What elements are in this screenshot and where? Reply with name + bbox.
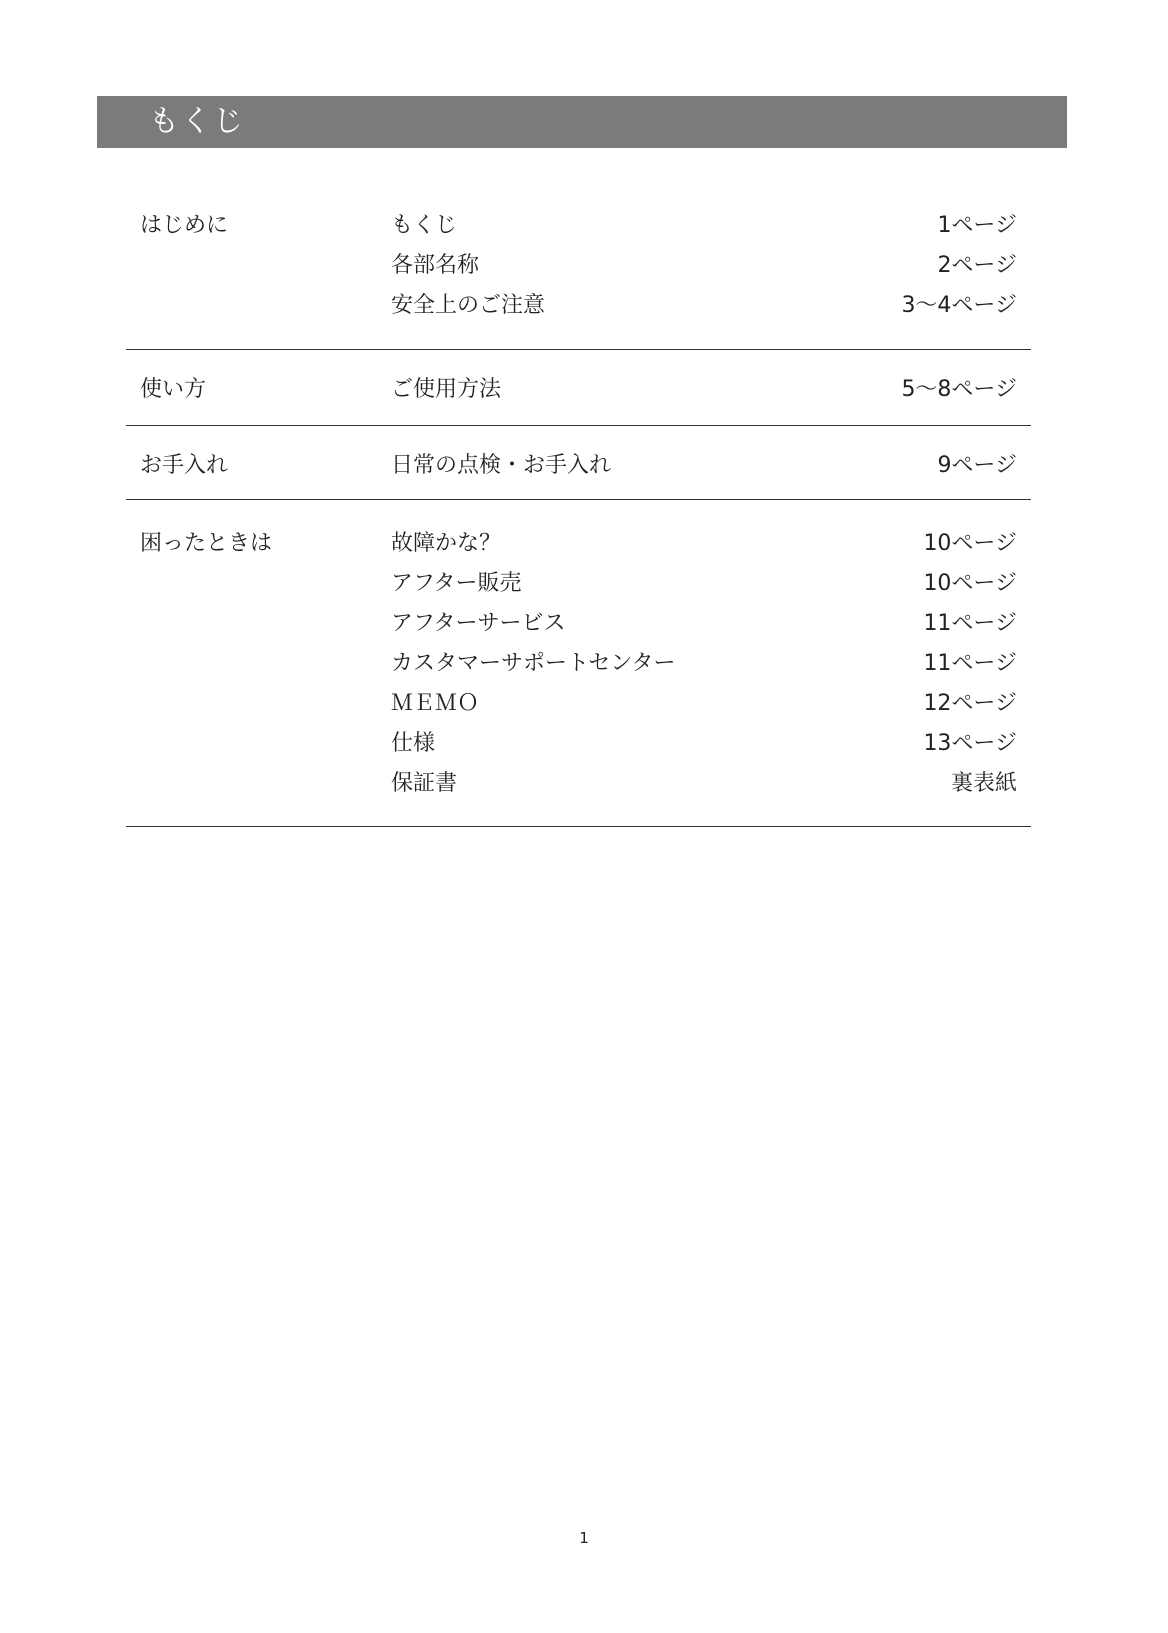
page-number: 1: [579, 1529, 589, 1547]
section-entries: [391, 370, 1031, 410]
toc-entry[interactable]: [391, 604, 1031, 644]
section-entries: [391, 206, 1031, 326]
entry-title: 故障かな？: [391, 531, 502, 556]
section-entries: [391, 524, 1031, 804]
entry-page: 1ページ: [937, 213, 1017, 238]
toc-section-maintenance: [126, 426, 1031, 500]
entry-title: 日常の点検・お手入れ: [391, 453, 612, 478]
entry-title: ＭＥＭＯ: [391, 691, 480, 716]
toc-entry[interactable]: [391, 724, 1031, 764]
page-title-bar: [97, 96, 1067, 148]
toc-section-troubleshooting: [126, 500, 1031, 827]
toc-entry[interactable]: [391, 764, 1031, 804]
entry-title: ご使用方法: [391, 377, 502, 402]
toc-section-usage: [126, 350, 1031, 426]
toc-entry[interactable]: [391, 206, 1031, 246]
toc-entry[interactable]: [391, 246, 1031, 286]
toc-entry[interactable]: [391, 644, 1031, 684]
entry-page: 2ページ: [937, 253, 1017, 278]
entry-title: 仕様: [391, 731, 436, 756]
page-title: もくじ: [149, 104, 245, 139]
entry-page: 9ページ: [937, 453, 1017, 478]
entry-page: 裏表紙: [950, 771, 1017, 796]
entry-title: もくじ: [391, 213, 458, 238]
entry-page: 10ページ: [923, 531, 1017, 556]
toc-entry[interactable]: [391, 286, 1031, 326]
section-entries: [391, 446, 1031, 486]
entry-page: 11ページ: [923, 611, 1017, 636]
entry-title: カスタマーサポートセンター: [391, 651, 676, 676]
toc-entry[interactable]: [391, 684, 1031, 724]
toc-section-introduction: [126, 196, 1031, 350]
section-name: 使い方: [140, 377, 207, 402]
table-of-contents: [126, 196, 1031, 827]
section-name: お手入れ: [140, 453, 229, 478]
entry-page: 10ページ: [923, 571, 1017, 596]
entry-title: 各部名称: [391, 253, 480, 278]
entry-title: アフターサービス: [391, 611, 566, 636]
entry-title: 保証書: [391, 771, 458, 796]
entry-page: 3〜4ページ: [901, 293, 1017, 318]
toc-entry[interactable]: [391, 564, 1031, 604]
toc-entry[interactable]: [391, 446, 1031, 486]
section-name: はじめに: [140, 213, 229, 238]
section-name: 困ったときは: [140, 531, 273, 556]
entry-page: 5〜8ページ: [901, 377, 1017, 402]
entry-title: アフター販売: [391, 571, 522, 596]
entry-page: 12ページ: [923, 691, 1017, 716]
toc-entry[interactable]: [391, 370, 1031, 410]
toc-entry[interactable]: [391, 524, 1031, 564]
entry-page: 13ページ: [923, 731, 1017, 756]
entry-title: 安全上のご注意: [391, 293, 546, 318]
entry-page: 11ページ: [923, 651, 1017, 676]
